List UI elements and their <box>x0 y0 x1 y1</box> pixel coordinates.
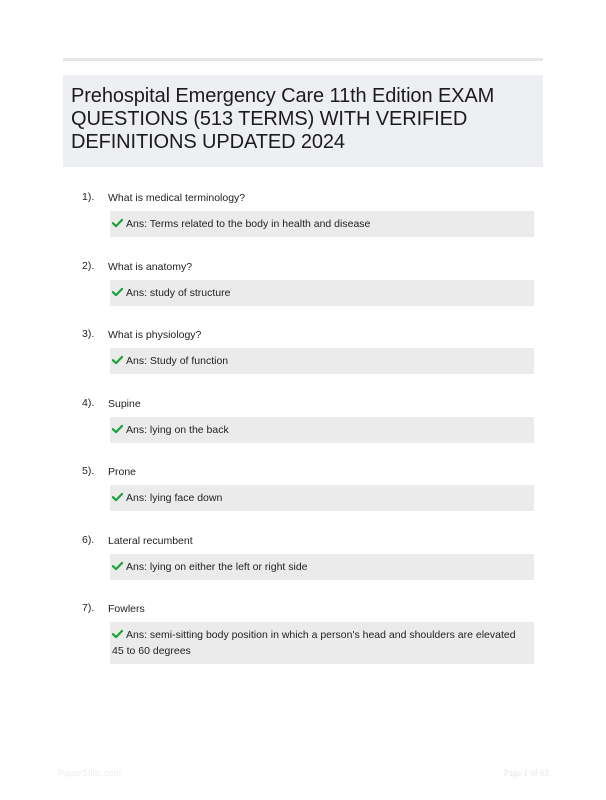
question-number: 2). <box>82 260 95 272</box>
check-icon <box>112 287 123 297</box>
answer-box <box>110 348 534 374</box>
answer-text: Ans: study of structure <box>126 287 231 299</box>
answer-box <box>110 554 534 580</box>
footer-watermark: PaperStitic.com <box>58 768 122 778</box>
check-icon <box>112 561 123 571</box>
top-divider <box>63 58 543 61</box>
document-title: Prehospital Emergency Care 11th Edition EXAM QUESTIONS (513 TERMS) WITH VERIFIED DEFINITIONS UPDATED 2024 <box>71 85 495 153</box>
answer-text: Ans: lying on the back <box>126 424 229 436</box>
title-banner <box>63 75 543 167</box>
question-number: 4). <box>82 397 95 409</box>
question-number: 1). <box>82 191 95 203</box>
question-text: What is physiology? <box>108 329 202 341</box>
question-number: 5). <box>82 465 95 477</box>
answer-box <box>110 280 534 306</box>
answer-text: Ans: lying on either the left or right side <box>126 561 308 573</box>
question-text: Supine <box>108 398 141 410</box>
question-number: 6). <box>82 534 95 546</box>
answer-text: Ans: lying face down <box>126 492 223 504</box>
answer-box <box>110 211 534 237</box>
question-text: What is medical terminology? <box>108 192 246 204</box>
answer-text: Ans: semi-sitting body position in which a person's head and shoulders are elevated 45 to 60 degrees <box>112 629 516 657</box>
question-text: What is anatomy? <box>108 261 193 273</box>
question-number: 3). <box>82 328 95 340</box>
answer-box <box>110 417 534 443</box>
question-text: Fowlers <box>108 603 145 615</box>
check-icon <box>112 629 123 639</box>
check-icon <box>112 424 123 434</box>
answer-box <box>110 622 534 664</box>
page-number: Page 1 of 63 <box>503 768 549 778</box>
question-text: Lateral recumbent <box>108 535 193 547</box>
check-icon <box>112 218 123 228</box>
answer-text: Ans: Study of function <box>126 355 229 367</box>
question-number: 7). <box>82 602 95 614</box>
check-icon <box>112 355 123 365</box>
question-text: Prone <box>108 466 137 478</box>
answer-box <box>110 485 534 511</box>
check-icon <box>112 492 123 502</box>
answer-text: Ans: Terms related to the body in health and disease <box>126 218 371 230</box>
